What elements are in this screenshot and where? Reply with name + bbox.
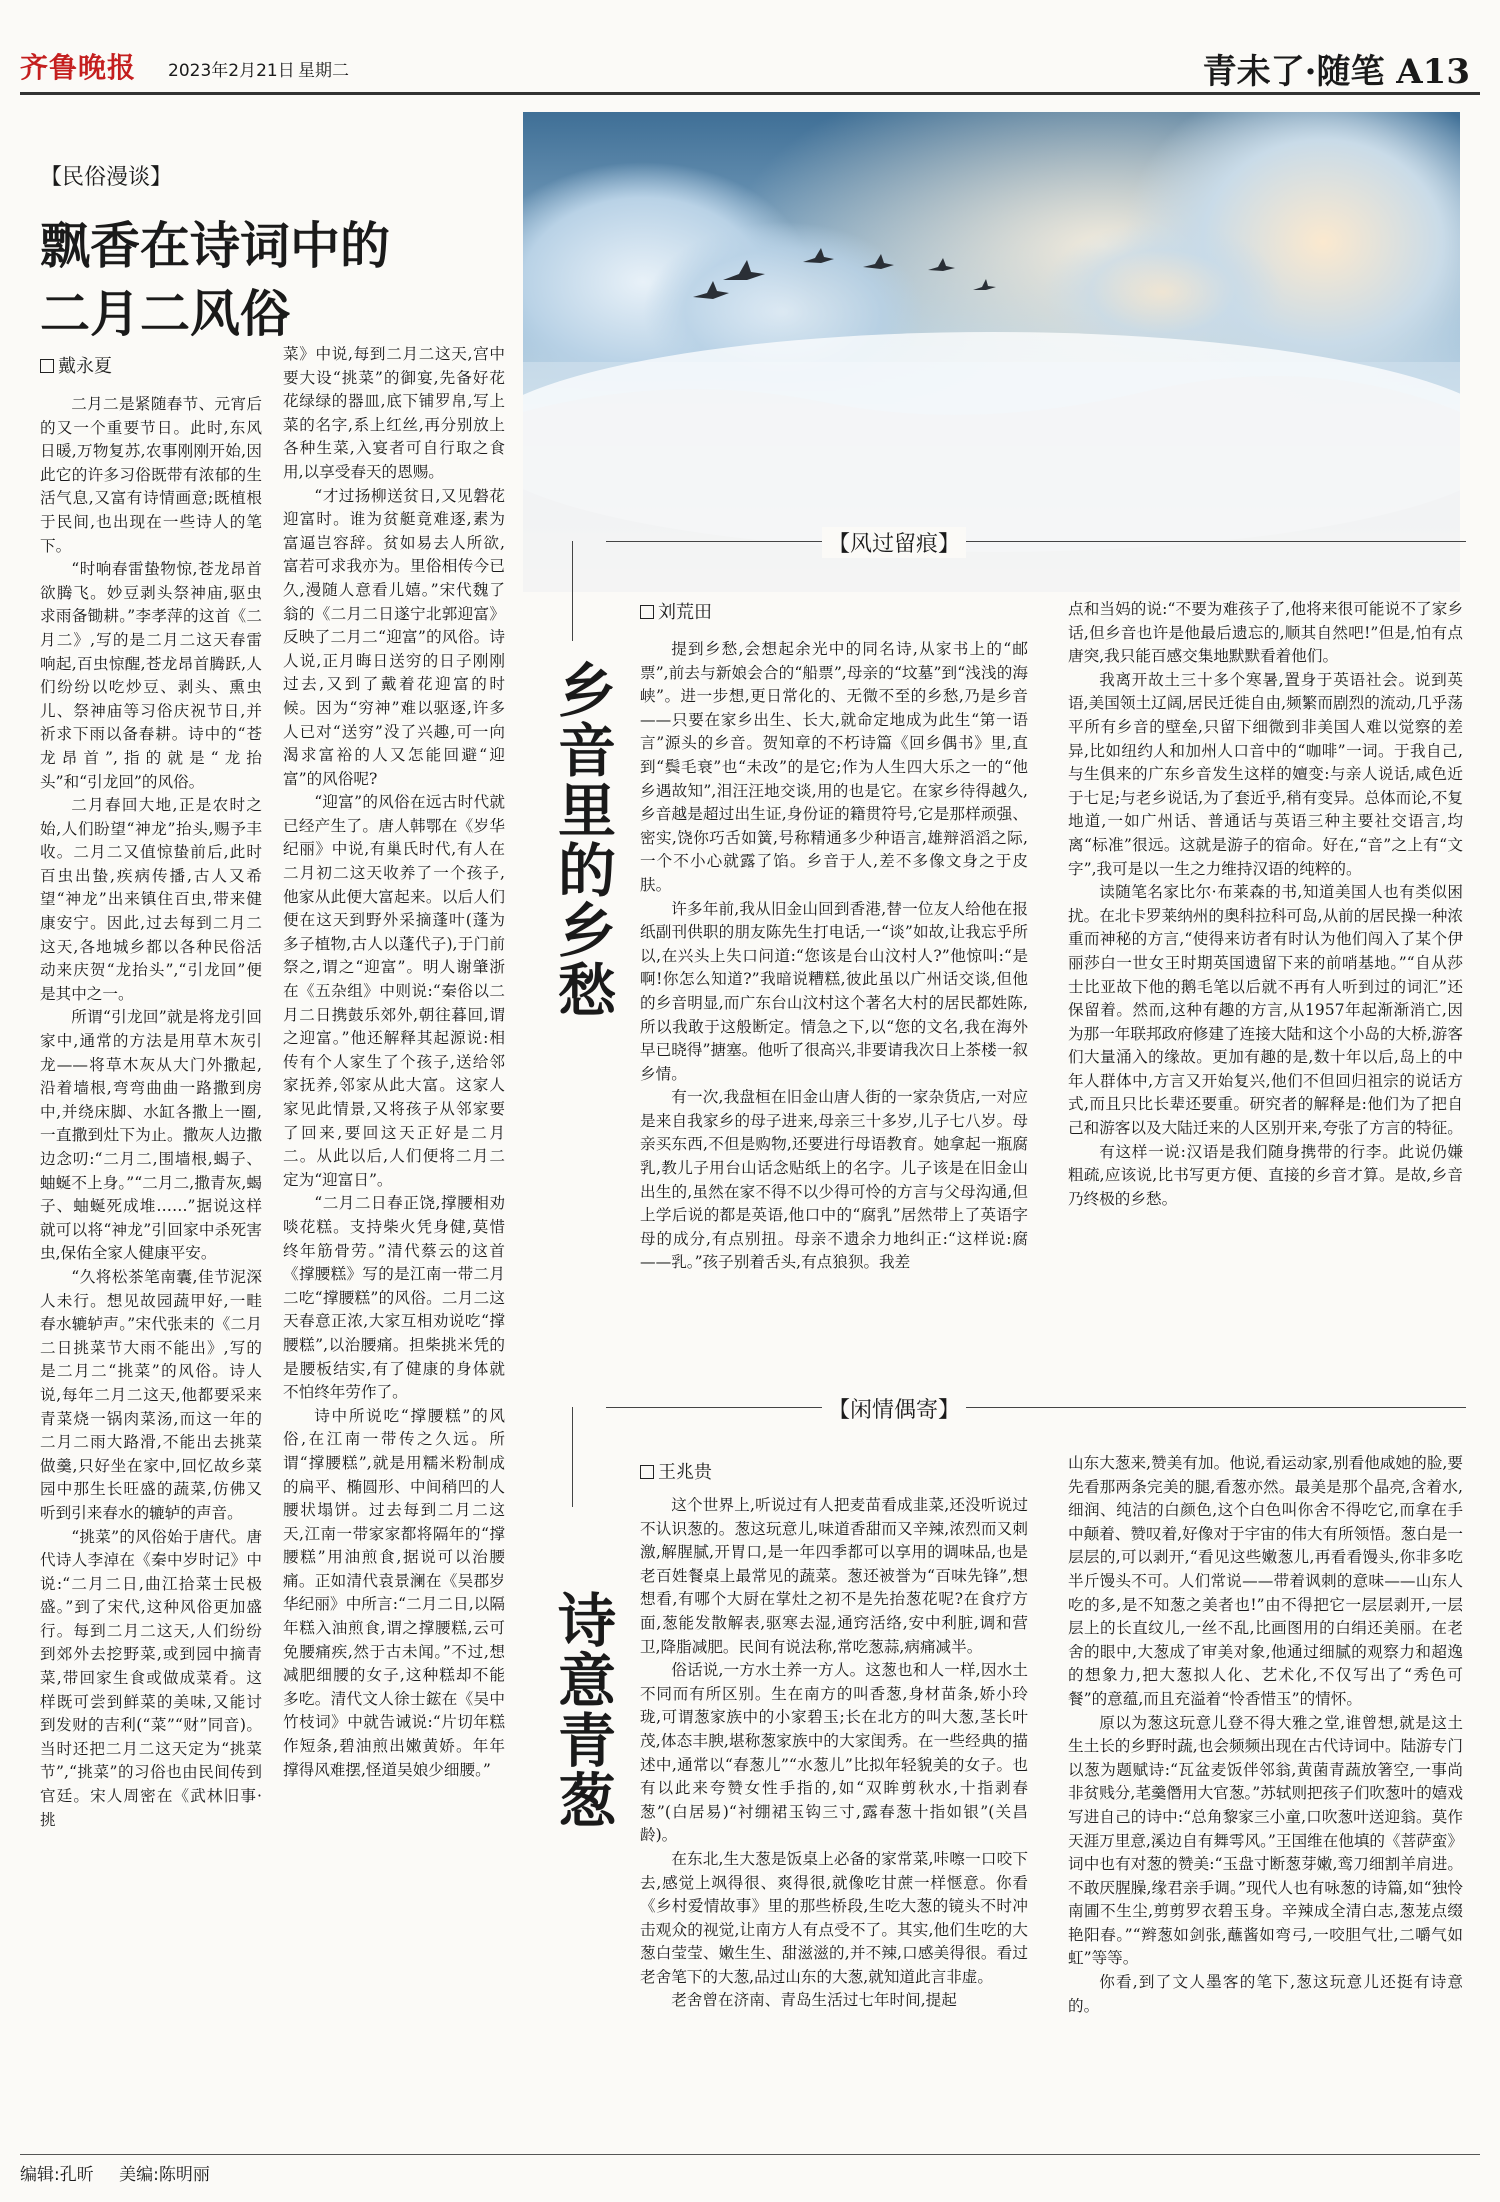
paragraph: 在东北,生大葱是饭桌上必备的家常菜,咔嚓一口咬下去,感觉上飒得很、爽得很,就像吃甘蔗一样惬意。你看《乡村爱情故事》里的那些桥段,生吃大葱的镜头不时冲击观众的视觉,让南方人有点受不了。其实,他们生吃的大葱白莹莹、嫩生生、甜滋滋的,并不辣,口感美得很。看过老舍笔下的大葱,品过山东的大葱,就知道此言非虚。 [640,1849,1028,1986]
article1-column-tag: 【民俗漫谈】 [40,165,173,190]
article2-column-1 [640,638,1028,1355]
article2-column-2 [1068,598,1463,1355]
paragraph: 有这样一说:汉语是我们随身携带的行李。此说仍嫌粗疏,应该说,比书写更方便、直接的乡音才算。是故,乡音乃终极的乡愁。 [1068,1142,1463,1208]
paragraph: “才过扬柳送贫日,又见磐花迎富时。谁为贫艇竟难逐,素为富逼岂容辞。贫如易去人所欲,富若可求我亦为。里俗相传今已久,漫随人意看儿嬉。”宋代魏了翁的《二月二日遂宁北郭迎富》反映了二月二“迎富”的风俗。诗人说,正月晦日送穷的日子刚刚过去,又到了戴着花迎富的时候。因为“穷神”难以驱逐,许多人已对“送穷”没了兴趣,可一向渴求富裕的人又怎能回避“迎富”的风俗呢? [283,486,505,788]
paragraph: 许多年前,我从旧金山回到香港,替一位友人给他在报纸副刊供职的朋友陈先生打电话,一“谈”如故,让我忘乎所以,在兴头上失口问道:“您该是台山汶村人?”他惊叫:“是啊!你怎么知道?”我暗说糟糕,彼此虽以广州话交谈,但他的乡音明显,而广东台山汶村这个著名大村的居民都姓陈,所以我敢于这般断定。情急之下,以“您的文名,我在海外早已晓得”搪塞。他听了很高兴,非要请我次日上茶楼一叙乡情。 [640,899,1028,1083]
paragraph: 读随笔名家比尔·布莱森的书,知道美国人也有类似困扰。在北卡罗莱纳州的奥科拉科可岛,从前的居民操一种浓重而神秘的方言,“使得来访者有时认为他们闯入了某个伊丽莎白一世女王时期英国遗留下来的前哨基地。”“自从莎士比亚故下他的鹅毛笔以后就不再有人听到过的词汇”还保留着。然而,这种有趣的方言,从1957年起渐渐消亡,因为那一年联邦政府修建了连接大陆和这个小岛的大桥,游客们大量涌入的缘故。更加有趣的是,数十年以后,岛上的中年人群体中,方言又开始复兴,他们不但回归祖宗的说话方式,而且只比长辈还要重。研究者的解释是:他们为了把自己和游客以及大陆迁来的人区别开来,夸张了方言的特征。 [1068,883,1463,1138]
issue-weekday: 星期二 [298,61,349,81]
paragraph: “迎富”的风俗在远古时代就已经产生了。唐人韩鄂在《岁华纪丽》中说,有巢氏时代,有人在二月初二这天收养了一个孩子,他家从此便大富起来。以后人们便在这天到野外采摘蓬叶(蓬为多子植物,古人以蓬代子),于门前祭之,谓之“迎富”。明人谢肇浙在《五杂组》中则说:“秦俗以二月二日携鼓乐郊外,朝往暮回,谓之迎富。”他还解释其起源说:相传有个人家生了个孩子,送给邻家抚养,邻家从此大富。这家人家见此情景,又将孩子从邻家要了回来,要回这天正好是二月二。从此以后,人们便将二月二定为“迎富日”。 [283,793,505,1189]
paragraph: 这个世界上,听说过有人把麦苗看成韭菜,还没听说过不认识葱的。葱这玩意儿,味道香甜而又辛辣,浓烈而又刺激,解腥腻,开胃口,是一年四季都可以享用的调味品,也是老百姓餐桌上最常见的蔬菜。葱还被誉为“百味先锋”,想想看,有哪个大厨在掌灶之初不是先抬葱花呢?在食疗方面,葱能发散解表,驱寒去湿,通窍活络,安中利脏,调和营卫,降脂减肥。民间有说法称,常吃葱蒜,病痛减半。 [640,1496,1028,1656]
paragraph: 俗话说,一方水土养一方人。这葱也和人一样,因水土不同而有所区别。生在南方的叫香葱,身材苗条,娇小玲珑,可谓葱家族中的小家碧玉;长在北方的叫大葱,茎长叶茂,体态丰腴,堪称葱家族中的大家闺秀。在一些经典的描述中,通常以“春葱儿”“水葱儿”比拟年轻貌美的女子。也有以此来夸赞女性手指的,如“双眸剪秋水,十指剥春葱”(白居易)“衬绷裙玉钩三寸,露春葱十指如银”(关昌龄)。 [640,1661,1028,1845]
article3-side-rule [572,1407,573,1507]
paragraph: 有一次,我盘桓在旧金山唐人街的一家杂货店,一对应是来自我家乡的母子进来,母亲三十多岁,儿子七八岁。母亲买东西,不但是购物,还要进行母语教育。她拿起一瓶腐乳,教儿子用台山话念贴纸上的名字。儿子该是在旧金山出生的,虽然在家不得不以少得可怜的方言与父母沟通,但上学后说的都是英语,他口中的“腐乳”居然带上了英语字母的成分,有点别扭。母亲不遗余力地纠正:“这样说:腐——乳。”孩子别着舌头,有点狼狈。我差 [640,1088,1028,1272]
page-footer [20,2160,230,2185]
header-rule [20,92,1480,95]
landscape-illustration [523,112,1460,592]
designer-credit: 美编:陈明丽 [119,2165,210,2185]
article3-column-1 [640,1494,1028,2141]
editor-credit: 编辑:孔昕 [20,2165,94,2185]
snowy-lake-swans-photo [523,112,1460,592]
article1-column-2 [283,343,505,2141]
paragraph: 二月春回大地,正是农时之始,人们盼望“神龙”抬头,赐予丰收。二月二又值惊蛰前后,此时百虫出蛰,疾病传播,古人又希望“神龙”出来镇住百虫,带来健康安宁。因此,过去每到二月二这天,各地城乡都以各种民俗活动来庆贺“龙抬头”,“引龙回”便是其中之一。 [40,796,262,1003]
paragraph: “挑菜”的风俗始于唐代。唐代诗人李淖在《秦中岁时记》中说:“二月二日,曲江拾菜士民极盛。”到了宋代,这种风俗更加盛行。每到二月二这天,人们纷纷到郊外去挖野菜,或到园中摘青菜,带回家生食或做成菜肴。这样既可尝到鲜菜的美味,又能讨到发财的吉利(“菜”“财”同音)。当时还把二月二这天定为“挑菜节”,“挑菜”的习俗也由民间传到官廷。宋人周密在《武林旧事·挑 [40,1527,262,1829]
issue-date: 2023年2月21日 [168,61,295,81]
paragraph: 二月二是紧随春节、元宵后的又一个重要节日。此时,东风日暖,万物复苏,农事刚刚开始,因此它的许多习俗既带有浓郁的生活气息,又富有诗情画意;既植根于民间,也出现在一些诗人的笔下。 [40,395,262,555]
paragraph: 所谓“引龙回”就是将龙引回家中,通常的方法是用草木灰引龙——将草木灰从大门外撒起,沿着墙根,弯弯曲曲一路撒到房中,并绕床脚、水缸各撒上一圈,一直撒到灶下为止。撒灰人边撒边念叨:“二月二,围墙根,蝎子、蚰蜒不上身。”“二月二,撒青灰,蝎子、蚰蜒死成堆……”据说这样就可以将“神龙”引回家中杀死害虫,保佑全家人健康平安。 [40,1008,262,1263]
paragraph: 你看,到了文人墨客的笔下,葱这玩意儿还挺有诗意的。 [1068,1973,1463,2015]
article3-headline: 诗意青葱 [548,1590,616,1830]
paragraph: 诗中所说吃“撑腰糕”的风俗,在江南一带传之久远。所谓“撑腰糕”,就是用糯米粉制成的扁平、椭圆形、中间稍凹的人腰状塌饼。过去每到二月二这天,江南一带家家都将隔年的“撑腰糕”用油煎食,据说可以治腰痛。正如清代袁景澜在《吴郡岁华纪丽》中所言:“二月二日,以隔年糕入油煎食,谓之撑腰糕,云可免腰痛疾,然于古未闻。”不过,想减肥细腰的女子,这种糕却不能多吃。清代文人徐士鋐在《吴中竹枝词》中就告诫说:“片切年糕作短条,碧油煎出嫩黄娇。年年撑得风难摆,怪道吴娘少细腰。” [283,1406,505,1779]
article2-top-rule [606,541,1466,542]
paragraph: “时响春雷蛰物惊,苍龙昂首欲腾飞。妙豆剥头祭神庙,驱虫求雨备锄耕。”李孝萍的这首《二月二》,写的是二月二这天春雷响起,百虫惊醒,苍龙昂首腾跃,人们纷纷以吃炒豆、剥头、熏虫儿、祭神庙等习俗庆祝节日,并祈求下雨以备春耕。诗中的“苍龙昂首”,指的就是“龙抬头”和“引龙回”的风俗。 [40,560,262,791]
paragraph: 点和当妈的说:“不要为难孩子了,他将来很可能说不了家乡话,但乡音也许是他最后遗忘的,顺其自然吧!”但是,怕有点唐突,我只能百感交集地默默看着他们。 [1068,600,1463,666]
article2-column-tag: 【风过留痕】 [822,527,966,558]
paragraph: “二月二日春正饶,撑腰相劝啖花糕。支持柴火凭身健,莫惜终年筋骨劳。”清代蔡云的这首《撑腰糕》写的是江南一带二月二吃“撑腰糕”的风俗。二月二这天春意正浓,大家互相劝说吃“撑腰糕”,以治腰痛。担柴挑米凭的是腰板结实,有了健康的身体就不怕终年劳作了。 [283,1194,505,1402]
paragraph: 我离开故土三十多个寒暑,置身于英语社会。说到英语,美国领土辽阔,居民迁徙自由,频繁而剧烈的流动,几乎荡平所有乡音的壁垒,只留下细微到非美国人难以觉察的差异,比如纽约人和加州人口音中的“咖啡”一词。于我自己,与生俱来的广东乡音发生这样的嬗变:与亲人说话,咸色近于七足;与老乡说话,为了套近乎,稍有变异。总体而论,不复地道,一如广州话、普通话与英语三种主要社交语言,均离“标准”很远。这就是游子的宿命。好在,“音”之上有“文字”,我可是以一生之力维持汉语的纯粹的。 [1068,670,1463,878]
section-title: 青未了·随笔 A13 [1202,52,1470,92]
paragraph: 菜》中说,每到二月二这天,宫中要大设“挑菜”的御宴,先备好花花绿绿的器皿,底下铺罗帛,写上菜的名字,系上红丝,再分别放上各种生菜,入宴者可自行取之食用,以享受春天的恩赐。 [283,345,505,481]
masthead [20,50,1470,98]
article3-top-rule [606,1407,1466,1408]
article3-column-2 [1068,1452,1463,2141]
paragraph: 山东大葱来,赞美有加。他说,看运动家,别看他咸她的脸,要先看那两条完美的腿,看葱亦然。最美是那个晶亮,含着水,细润、纯洁的白颜色,这个白色叫你舍不得吃它,而拿在手中颠着、赞叹着,好像对于宇宙的伟大有所领悟。葱白是一层层的,可以剥开,“看见这些嫩葱儿,再看看馒头,你非多吃半斤馒头不可。人们常说——带着讽刺的意味——山东人吃的多,是不知葱之美者也!”由不得把它一层层剥开,一层层上的长直纹儿,一丝不乱,比画图用的白绢还美丽。在老舍的眼中,大葱成了审美对象,他通过细腻的观察力和超逸的想象力,把大葱拟人化、艺术化,不仅写出了“秀色可餐”的意蕴,而且充溢着“怜香惜玉”的情怀。 [1068,1454,1463,1708]
article1-byline: 戴永夏 [40,352,112,378]
paragraph: 老舍曾在济南、青岛生活过七年时间,提起 [671,1991,957,2010]
article1-headline-line2: 二月二风俗 [40,284,290,343]
article3-column-tag: 【闲情偶寄】 [822,1393,966,1424]
paragraph: “久将松茶笔南囊,佳节泥深人未行。想见故园蔬甲好,一畦春水辘轳声。”宋代张耒的《二月二日挑菜节大雨不能出》,写的是二月二“挑菜”的风俗。诗人说,每年二月二这天,他都要采来青菜烧一锅肉菜汤,而这一年的二月二雨大路滑,不能出去挑菜做羹,只好坐在家中,回忆故乡菜园中那生长旺盛的蔬菜,仿佛又听到引来春水的辘轳的声音。 [40,1267,262,1522]
paragraph: 原以为葱这玩意儿登不得大雅之堂,谁曾想,就是这土生土长的乡野时蔬,也会频频出现在古代诗词中。陆游专门以葱为题赋诗:“瓦盆麦饭伴邻翁,黄菌青蔬放箸空,一事尚非贫贱分,芼羹僭用大官葱。”苏轼则把孩子们吹葱叶的嬉戏写进自己的诗中:“总角黎家三小童,口吹葱叶送迎翁。莫作天涯万里意,溪边自有舞雩风。”王国维在他填的《菩萨蛮》词中也有对葱的赞美:“玉盘寸断葱芽嫩,鸾刀细割羊肩进。不敢厌腥臊,缘君亲手调。”现代人也有咏葱的诗篇,如“独怜南圃不生尘,剪剪罗衣碧玉身。辛辣成全清白志,葱茏点缀艳阳春。”“辫葱如剑张,蘸酱如弯弓,一咬胆气壮,二嚼气如虹”等等。 [1068,1713,1463,1968]
article3-byline: 王兆贵 [640,1458,712,1484]
paragraph: 提到乡愁,会想起余光中的同名诗,从家书上的“邮票”,前去与新娘会合的“船票”,母亲的“坟墓”到“浅浅的海峡”。进一步想,更日常化的、无微不至的乡愁,乃是乡音——只要在家乡出生、长大,就命定地成为此生“第一语言”源头的乡音。贺知章的不朽诗篇《回乡偶书》里,直到“鬓毛衰”也“未改”的是它;作为人生四大乐之一的“他乡遇故知”,泪汪汪地交谈,用的也是它。在家乡待得越久,乡音越是超过出生证,身份证的籍贯符号,它是那样顽强、密实,饶你巧舌如簧,号称精通多少种语言,雄辩滔滔之际,一个不小心就露了馅。乡音于人,差不多像文身之于皮肤。 [640,640,1028,894]
article1-column-1 [40,393,262,2141]
article2-side-rule [572,541,573,641]
footer-rule [20,2154,1480,2155]
article1-headline-line1: 飘香在诗词中的 [40,216,390,275]
newspaper-logo: 齐鲁晚报 [20,51,137,84]
article2-headline: 乡音里的乡愁 [548,660,616,1020]
article1-headline [40,212,400,348]
article2-byline: 刘荒田 [640,598,712,624]
